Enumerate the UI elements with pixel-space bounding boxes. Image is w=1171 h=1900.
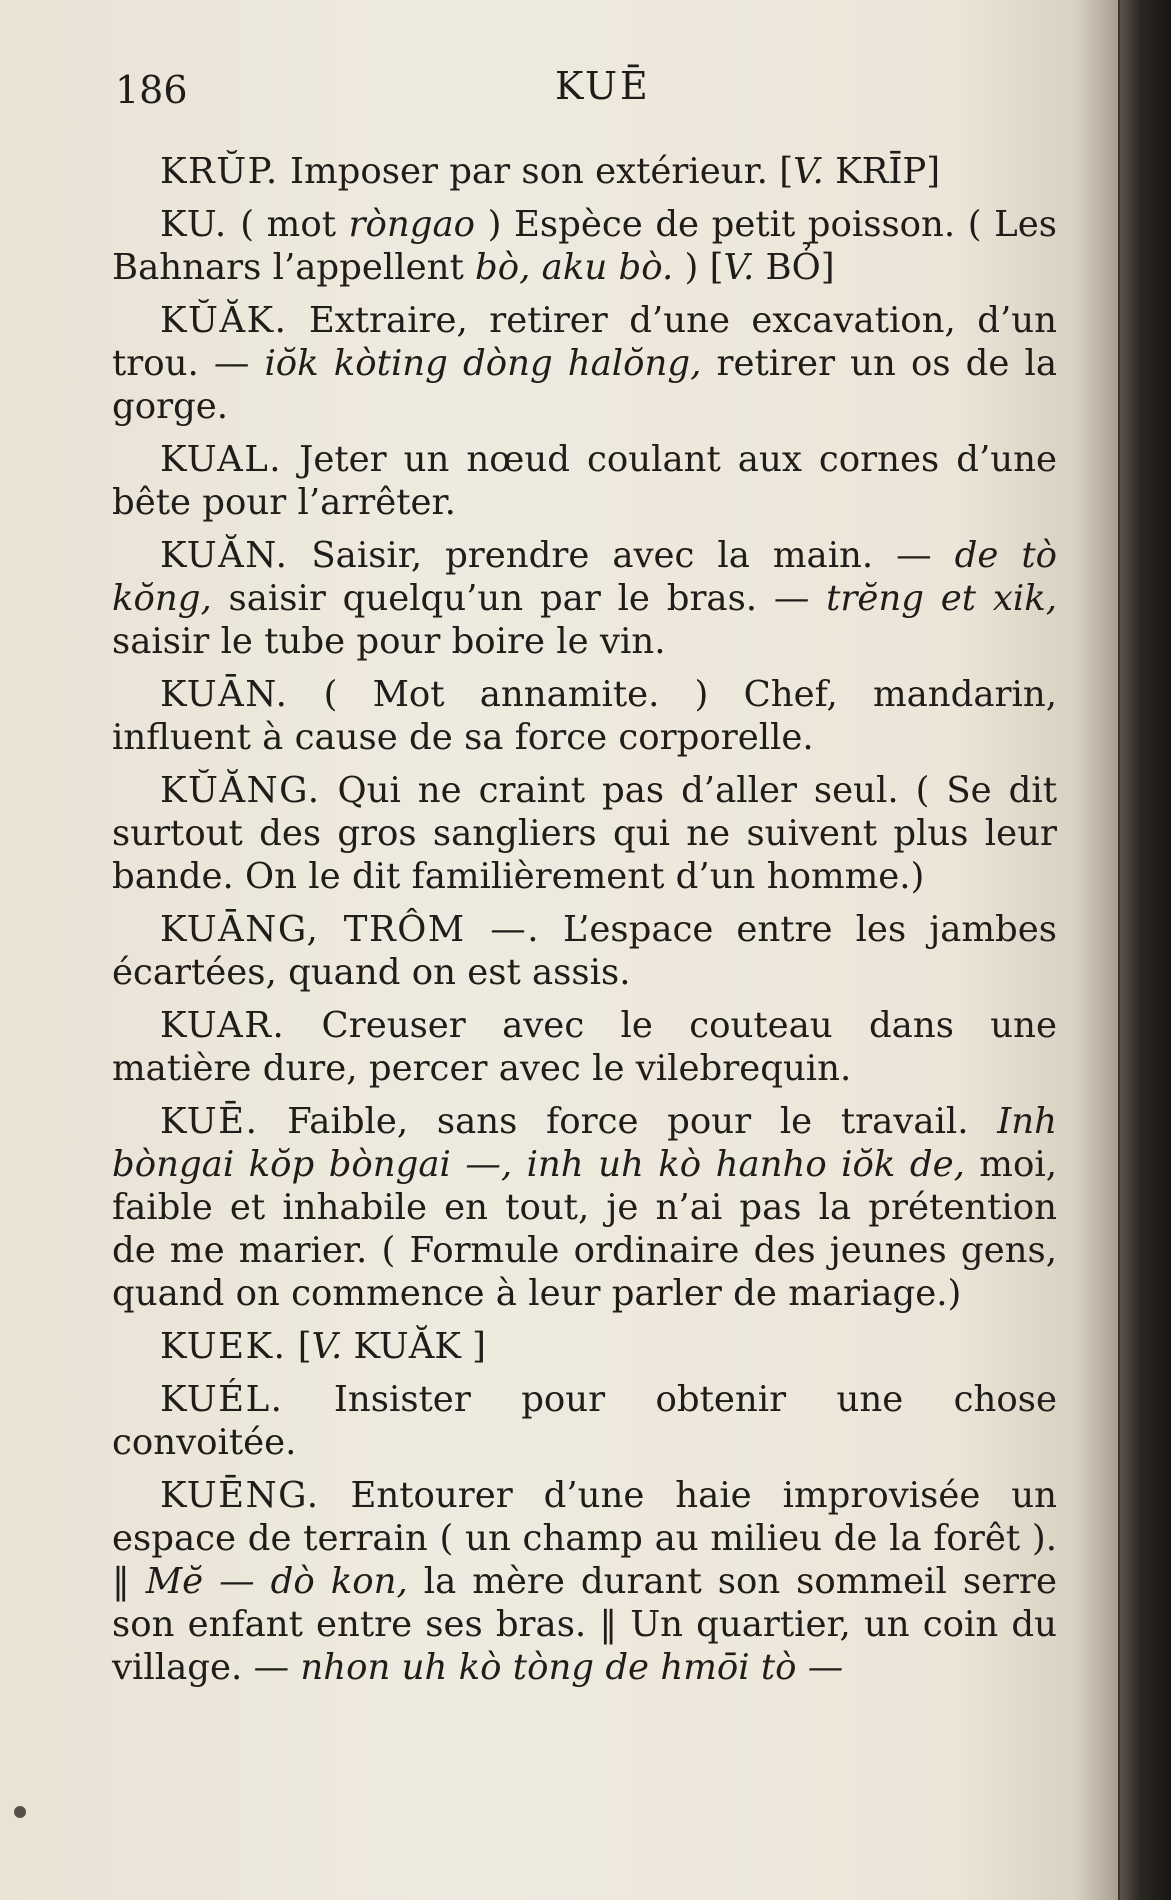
entry-text: Creuser avec le couteau dans une matière dure, percer avec le vilebrequin.: [112, 1005, 1057, 1089]
entry-text: Qui ne craint pas d’aller seul. ( Se dit surtout des gros sangliers qui ne suivent plus leur bande. On le dit familièrement d’un homme.): [112, 770, 1057, 897]
entry-text: ( mot: [227, 204, 349, 245]
italic-text: bò, aku bò.: [475, 247, 674, 288]
ink-speck: [14, 1806, 26, 1818]
page-number: 186: [115, 68, 188, 112]
entry-text: saisir le tube pour boire le vin.: [112, 621, 666, 662]
entry-text: [: [286, 1326, 312, 1367]
dictionary-entry-kueng: [112, 1474, 1057, 1689]
entry-text: Imposer par son extérieur. [: [278, 151, 794, 192]
dictionary-entry-kuan2: [112, 673, 1057, 759]
dictionary-entry-ku: [112, 203, 1057, 289]
entry-text: Jeter un nœud coulant aux cornes d’une bête pour l’arrêter.: [112, 439, 1057, 523]
book-spine: [1120, 0, 1171, 1900]
entry-text: BỎ]: [754, 247, 835, 288]
page-header: [115, 64, 1075, 118]
dictionary-entry-kual: [112, 438, 1057, 524]
dictionary-entry-krup: [112, 150, 1057, 193]
entry-headword: KUĀNG, TRÔM —.: [160, 909, 540, 950]
entry-headword: KUĀN.: [160, 674, 289, 715]
italic-text: de tò kŏng,: [112, 535, 1057, 619]
italic-text: trĕng et xik,: [826, 578, 1057, 619]
running-head: KUĒ: [555, 64, 651, 108]
entry-text: Extraire, retirer d’une excavation, d’un trou. —: [112, 300, 1057, 384]
italic-text: V.: [311, 1326, 343, 1367]
dictionary-entry-kuek: [112, 1325, 1057, 1368]
italic-text: Mĕ — dò kon,: [145, 1561, 408, 1602]
italic-text: V.: [723, 247, 755, 288]
entry-text: KRĪP]: [823, 151, 941, 192]
entry-text: Faible, sans force pour le travail.: [258, 1101, 998, 1142]
entry-headword: KŬĂK.: [160, 300, 288, 341]
entry-text: Insister pour obtenir une chose convoitée.: [112, 1379, 1057, 1463]
entry-text: ) Espèce de petit poisson. ( Les Bahnars l’appellent: [112, 204, 1057, 288]
entry-headword: KRŬP.: [160, 151, 279, 192]
entry-text: retirer un os de la gorge.: [112, 343, 1057, 427]
dictionary-entry-kuel: [112, 1378, 1057, 1464]
dictionary-entry-kue: [112, 1100, 1057, 1315]
entry-text: saisir quelqu’un par le bras. —: [211, 578, 827, 619]
entry-headword: KUAL.: [160, 439, 283, 480]
italic-text: iŏk kòting dòng halŏng,: [264, 343, 702, 384]
entry-headword: KUEK.: [160, 1326, 287, 1367]
italic-text: nhon uh kò tòng de hmōi tò —: [300, 1647, 844, 1688]
entry-headword: KŬĂNG.: [160, 770, 321, 811]
entry-text: la mère durant son sommeil serre son enfant entre ses bras. ‖ Un quartier, un coin du village. —: [112, 1561, 1057, 1688]
italic-text: Inh bòngai kŏp bòngai —, inh uh kò hanho iŏk de,: [112, 1101, 1057, 1185]
entry-headword: KUAR.: [160, 1005, 286, 1046]
dictionary-entry-kuar: [112, 1004, 1057, 1090]
entry-headword: KUĂN.: [160, 535, 289, 576]
italic-text: V.: [793, 151, 824, 192]
dictionary-entry-kuan1: [112, 534, 1057, 663]
dictionary-entries: [112, 150, 1057, 1699]
entry-headword: KUĒ.: [160, 1101, 259, 1142]
entry-text: L’espace entre les jambes écartées, quand on est assis.: [112, 909, 1057, 993]
entry-text: KUĂK ]: [342, 1326, 487, 1367]
entry-text: moi, faible et inhabile en tout, je n’ai pas la prétention de me marier. ( Formule ordinaire des jeunes gens, quand on commence à leur parler de mariage.): [112, 1144, 1057, 1314]
entry-headword: KU.: [160, 204, 228, 245]
entry-text: Saisir, prendre avec la main. —: [288, 535, 955, 576]
entry-headword: KUÉL.: [160, 1379, 284, 1420]
dictionary-entry-kuang1: [112, 769, 1057, 898]
dictionary-entry-kuak: [112, 299, 1057, 428]
entry-text: ( Mot annamite. ) Chef, mandarin, influent à cause de sa force corporelle.: [112, 674, 1057, 758]
entry-text: Entourer d’une haie improvisée un espace de terrain ( un champ au milieu de la forêt ). ‖: [112, 1475, 1057, 1602]
entry-headword: KUĒNG.: [160, 1475, 320, 1516]
dictionary-entry-kuang2: [112, 908, 1057, 994]
entry-text: ) [: [673, 247, 724, 288]
italic-text: ròngao: [348, 204, 476, 245]
